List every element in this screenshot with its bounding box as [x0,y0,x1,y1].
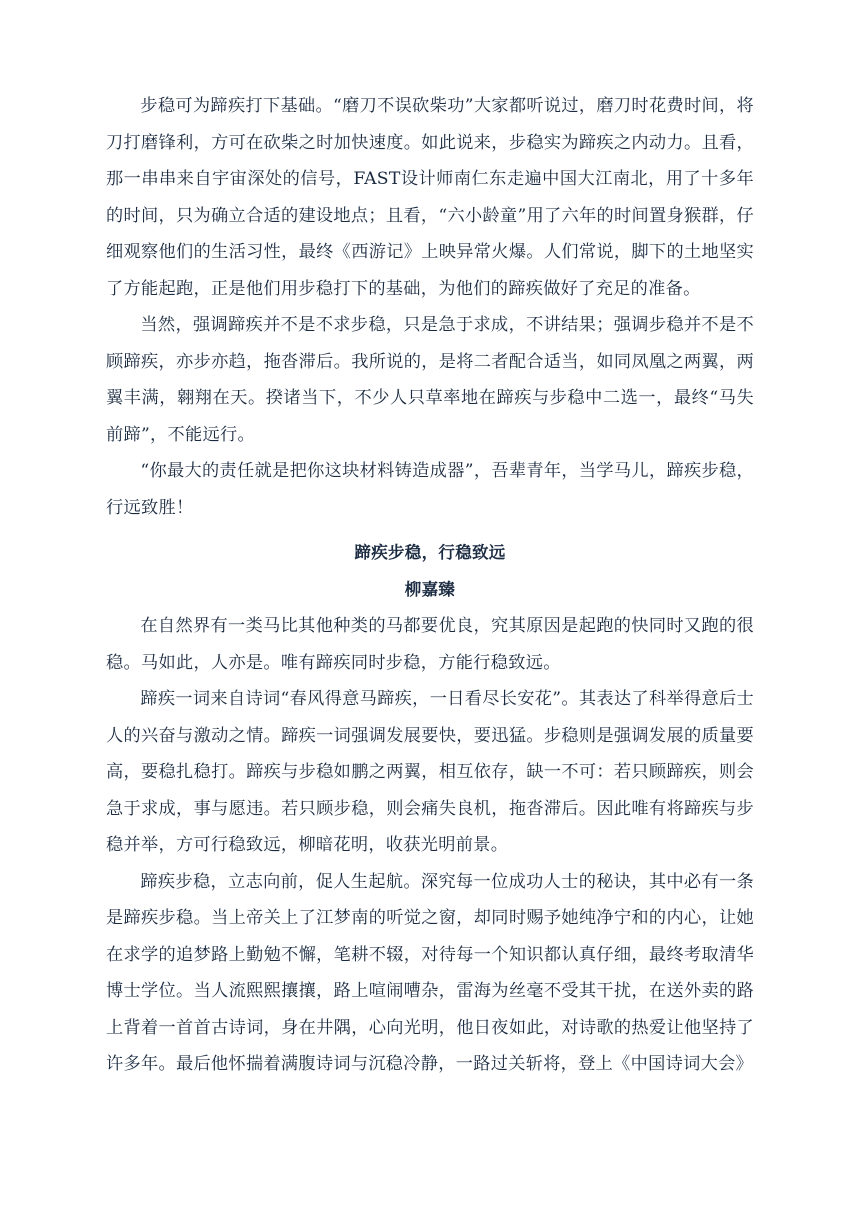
body-paragraph: 步稳可为蹄疾打下基础。“磨刀不误砍柴功”大家都听说过，磨刀时花费时间，将刀打磨锋利，方可在砍柴之时加快速度。如此说来，步稳实为蹄疾之内动力。且看，那一串串来自宇宙深处的信号，FAST设计师南仁东走遍中国大江南北，用了十多年的时间，只为确立合适的建设地点；且看，“六小龄童”用了六年的时间置身猴群，仔细观察他们的生活习性，最终《西游记》上映异常火爆。人们常说，脚下的土地坚实了方能起跑，正是他们用步稳打下的基础，为他们的蹄疾做好了充足的准备。 [106,96,754,299]
essay-author: 柳嘉臻 [404,579,456,599]
document-page [106,88,754,1083]
body-paragraph: “你最大的责任就是把你这块材料铸造成器”，吾辈青年，当学马儿，蹄疾步稳，行远致胜！ [106,461,754,518]
body-paragraph: 蹄疾一词来自诗词“春风得意马蹄疾，一日看尽长安花”。其表达了科举得意后士人的兴奋与激动之情。蹄疾一词强调发展要快，要迅猛。步稳则是强调发展的质量要高，要稳扎稳打。蹄疾与步稳如鹏之两翼，相互依存，缺一不可：若只顾蹄疾，则会急于求成，事与愿违。若只顾步稳，则会痛失良机，拖沓滞后。因此唯有将蹄疾与步稳并举，方可行稳致远，柳暗花明，收获光明前景。 [106,689,754,855]
essay-title: 蹄疾步稳，行稳致远 [354,543,506,562]
body-paragraph: 当然，强调蹄疾并不是不求步稳，只是急于求成，不讲结果；强调步稳并不是不顾蹄疾，亦步亦趋，拖沓滞后。我所说的，是将二者配合适当，如同凤凰之两翼，两翼丰满，翱翔在天。揆诸当下，不少人只草率地在蹄疾与步稳中二选一，最终“马失前蹄”，不能远行。 [106,315,754,445]
body-paragraph: 在自然界有一类马比其他种类的马都要优良，究其原因是起跑的快同时又跑的很稳。马如此，人亦是。唯有蹄疾同时步稳，方能行稳致远。 [106,616,754,673]
body-paragraph: 蹄疾步稳，立志向前，促人生起航。深究每一位成功人士的秘诀，其中必有一条是蹄疾步稳。当上帝关上了江梦南的听觉之窗，却同时赐予她纯净宁和的内心，让她在求学的追梦路上勤勉不懈，笔耕不辍，对待每一个知识都认真仔细，最终考取清华博士学位。当人流熙熙攘攘，路上喧闹嘈杂，雷海为丝毫不受其干扰，在送外卖的路上背着一首首古诗词，身在井隅，心向光明，他日夜如此，对诗歌的热爱让他坚持了许多年。最后他怀揣着满腹诗词与沉稳冷静，一路过关斩将，登上《中国诗词大会》 [106,871,754,1074]
